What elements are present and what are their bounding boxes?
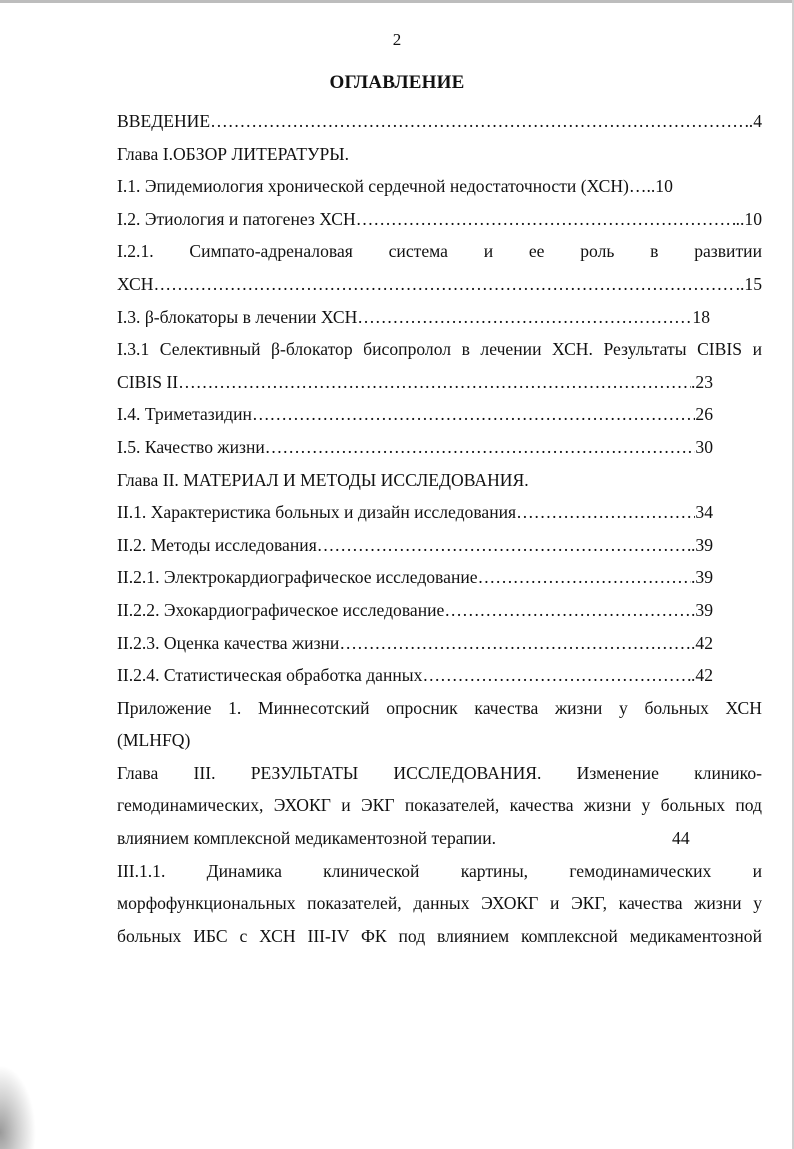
toc-entry-line: [117, 366, 713, 399]
toc-entry-label: I.2. Этиология и патогенез ХСН: [117, 208, 356, 229]
toc-entry-label: II.2.4. Статистическая обработка данных: [117, 665, 423, 686]
toc-entry-page: .42: [691, 632, 713, 653]
toc-entry-page: 30: [695, 436, 713, 457]
toc-entry-2-2-3[interactable]: [117, 627, 713, 660]
toc-entry-page: .39: [691, 599, 713, 620]
toc-entry-page: .42: [691, 665, 713, 686]
dot-leader: [178, 366, 691, 399]
toc-entry-chapter-2[interactable]: [117, 464, 762, 497]
toc-entry-1-1[interactable]: [117, 170, 762, 203]
toc-entry-label: I.5. Качество жизни: [117, 436, 265, 457]
toc-entry-page: 18: [692, 306, 710, 327]
page-number: 2: [392, 30, 402, 49]
scan-top-edge: [0, 0, 794, 3]
toc-entry-page: 34: [695, 502, 713, 523]
dot-leader: [356, 203, 736, 236]
toc-entry-label: ВВЕДЕНИЕ: [117, 111, 211, 131]
toc-entry-label: ХСН: [117, 273, 154, 294]
toc-entry-line: (MLHFQ): [117, 730, 191, 751]
toc-entry-label: I.4. Триметазидин: [117, 404, 252, 425]
toc-entry-1-4[interactable]: [117, 398, 713, 431]
dot-leader: [478, 561, 691, 594]
toc-entry-line: морфофункциональных показателей, данных ЭХОКГ и ЭКГ, качества жизни у: [117, 893, 762, 914]
toc-entry-2-2[interactable]: [117, 529, 713, 562]
toc-entry-3-1-1[interactable]: [117, 855, 762, 953]
toc-entry-page: 44: [672, 828, 690, 849]
toc-entry-page: ..15: [735, 273, 762, 294]
toc-entry-line: Приложение 1. Миннесотский опросник качества жизни у больных ХСН: [117, 697, 762, 718]
dot-leader: [265, 431, 696, 464]
toc-entry-label: I.3. β-блокаторы в лечении ХСН: [117, 306, 358, 327]
toc-entry-line: I.3.1 Селективный β-блокатор бисопролол в лечении ХСН. Результаты CIBIS и: [117, 339, 762, 360]
toc-entry-line: гемодинамических, ЭХОКГ и ЭКГ показателей, качества жизни у больных под: [117, 795, 762, 816]
dot-leader: [210, 105, 749, 138]
toc-entry-chapter-1[interactable]: [117, 138, 762, 171]
toc-entry-page: .23: [691, 371, 713, 392]
toc-entry-page: …..10: [628, 176, 673, 197]
dot-leader: [252, 398, 695, 431]
scan-artifact: [0, 1065, 36, 1149]
dot-leader: [422, 659, 691, 692]
toc-entry-2-2-1[interactable]: [117, 561, 713, 594]
toc-entry-label: II.2.2. Эхокардиографическое исследование: [117, 599, 445, 620]
toc-entry-1-3[interactable]: [117, 301, 710, 334]
toc-entry-label: I.1. Эпидемиология хронической сердечной недостаточности (ХСН): [117, 176, 629, 197]
toc-entry-label: II.2. Методы исследования: [117, 534, 317, 555]
toc-entry-page: 26: [695, 404, 713, 425]
toc-entry-line: [117, 822, 762, 855]
toc-entry-page: .39: [691, 534, 713, 555]
dot-leader: [317, 529, 691, 562]
toc-entry-line: Глава III. РЕЗУЛЬТАТЫ ИССЛЕДОВАНИЯ. Изменение клинико-: [117, 762, 762, 783]
dot-leader: [153, 268, 735, 301]
toc-title: ОГЛАВЛЕНИЕ: [329, 72, 465, 93]
toc-entry-label: II.2.1. Электрокардиографическое исследование: [117, 567, 478, 588]
toc-entry-label: II.1. Характеристика больных и дизайн исследования: [117, 502, 517, 523]
toc-entry-line: [117, 268, 762, 301]
toc-entry-intro[interactable]: [117, 105, 762, 138]
toc-entry-2-2-2[interactable]: [117, 594, 713, 627]
toc-entry-label: CIBIS II: [117, 371, 179, 392]
toc-entry-1-2-1[interactable]: [117, 235, 762, 300]
table-of-contents: [117, 105, 762, 952]
dot-leader: [516, 496, 695, 529]
toc-entry-label: влиянием комплексной медикаментозной терапии.: [117, 828, 497, 849]
toc-entry-appendix-1[interactable]: [117, 692, 762, 757]
toc-entry-page: .4: [748, 111, 762, 131]
toc-entry-1-3-1[interactable]: [117, 333, 762, 398]
toc-entry-page: ..10: [735, 208, 762, 229]
dot-leader: [357, 301, 692, 334]
toc-entry-2-2-4[interactable]: [117, 659, 713, 692]
toc-entry-2-1[interactable]: [117, 496, 713, 529]
toc-entry-line: I.2.1. Симпато-адреналовая система и ее роль в развитии: [117, 241, 762, 262]
toc-entry-1-2[interactable]: [117, 203, 762, 236]
toc-entry-label: Глава I.ОБЗОР ЛИТЕРАТУРЫ.: [117, 143, 350, 164]
dot-leader: [444, 594, 691, 627]
toc-entry-label: II.2.3. Оценка качества жизни: [117, 632, 340, 653]
toc-entry-label: Глава II. МАТЕРИАЛ И МЕТОДЫ ИССЛЕДОВАНИЯ.: [117, 469, 529, 490]
toc-entry-page: .39: [691, 567, 713, 588]
dot-leader: [339, 627, 691, 660]
toc-entry-chapter-3[interactable]: [117, 757, 762, 855]
toc-entry-line: больных ИБС с ХСН III-IV ФК под влиянием комплексной медикаментозной: [117, 925, 762, 946]
toc-entry-line: III.1.1. Динамика клинической картины, гемодинамических и: [117, 860, 762, 881]
toc-entry-1-5[interactable]: [117, 431, 713, 464]
